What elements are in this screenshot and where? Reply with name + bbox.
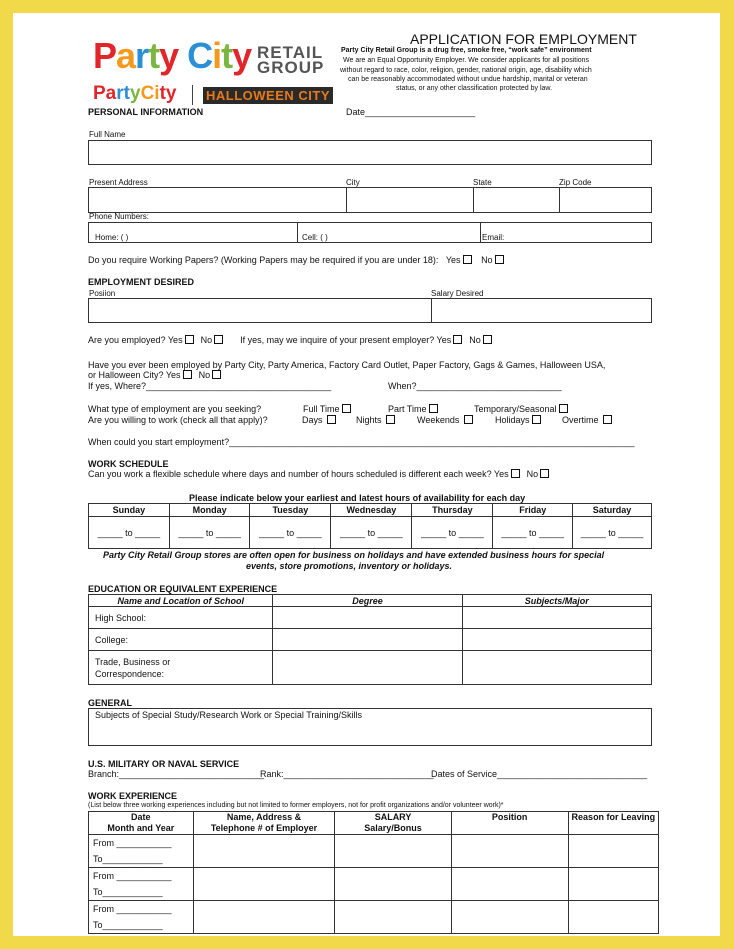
previously-employed-line2	[88, 370, 223, 380]
rank-field[interactable]: Rank:______________________________	[260, 769, 434, 779]
education-table	[88, 594, 652, 685]
salary-input[interactable]	[431, 299, 652, 322]
present-address-label: Present Address	[89, 178, 148, 187]
days-label: Days	[302, 415, 323, 425]
work-row-1-to: To____________	[93, 854, 163, 864]
working-papers-question	[88, 255, 506, 265]
full-name-label: Full Name	[89, 130, 126, 139]
day-header-sunday: Sunday	[89, 504, 170, 517]
temporary-label: Temporary/Seasonal	[474, 404, 557, 414]
day-header-wednesday: Wednesday	[331, 504, 412, 517]
work-row-1-dates[interactable]	[89, 835, 194, 868]
work-row-1-employer[interactable]	[193, 835, 335, 868]
zip-label: Zip Code	[559, 178, 592, 187]
email-input[interactable]	[480, 223, 652, 242]
work-row-3-employer[interactable]	[193, 901, 335, 934]
working-papers-yes-checkbox[interactable]	[463, 255, 472, 264]
degree-column-header: Degree	[273, 595, 462, 607]
party-city-logo: Party City	[93, 35, 252, 76]
high-school-degree-cell[interactable]	[273, 607, 462, 629]
work-experience-heading: WORK EXPERIENCE	[88, 791, 178, 801]
where-field[interactable]: If yes, Where?_____________________________________	[88, 381, 332, 391]
flexible-schedule-text: Can you work a flexible schedule where days and number of hours scheduled is different each week? Yes	[88, 469, 509, 479]
holidays-label: Holidays	[495, 415, 530, 425]
work-row-3-to: To____________	[93, 920, 163, 930]
day-header-friday: Friday	[493, 504, 573, 517]
salary-header-line1: SALARY	[374, 812, 412, 822]
nights-option	[356, 415, 397, 425]
work-row-2-dates[interactable]	[89, 868, 194, 901]
city-input[interactable]	[346, 188, 474, 212]
college-label[interactable]	[89, 629, 273, 651]
part-time-label: Part Time	[388, 404, 427, 414]
work-row-1-from: From ___________	[93, 838, 172, 848]
working-papers-no-label: No	[481, 255, 493, 265]
hours-tuesday[interactable]: _____ to _____	[250, 517, 331, 549]
trade-text-line2: Correspondence:	[95, 668, 165, 679]
retail-group-line2: GROUP	[257, 58, 325, 77]
employment-type-text: What type of employment are you seeking?	[88, 404, 262, 414]
high-school-subjects-cell[interactable]	[462, 607, 651, 629]
employed-no-checkbox[interactable]	[214, 335, 223, 344]
inquire-text: If yes, may we inquire of your present employer? Yes	[240, 335, 452, 345]
overtime-option	[562, 415, 614, 425]
college-row	[89, 629, 652, 651]
hours-monday[interactable]: _____ to _____	[169, 517, 250, 549]
salary-column-header	[335, 812, 451, 835]
salary-desired-label: Salary Desired	[431, 289, 484, 298]
work-row-1-position[interactable]	[451, 835, 568, 868]
employment-type-question	[88, 404, 261, 414]
work-schedule-heading: WORK SCHEDULE	[88, 459, 169, 469]
cell-phone-label: Cell: ( )	[302, 233, 328, 242]
college-subjects-cell[interactable]	[462, 629, 651, 651]
retail-group-line1: RETAIL	[257, 43, 324, 62]
availability-header-row	[89, 504, 652, 517]
hours-friday[interactable]: _____ to _____	[493, 517, 573, 549]
header-line-2: We are an Equal Opportunity Employer. We consider applicants for all positions	[343, 57, 590, 64]
holiday-note-line2: events, store promotions, inventory or holidays.	[246, 561, 453, 571]
inquire-no-checkbox[interactable]	[483, 335, 492, 344]
position-input[interactable]	[89, 299, 432, 322]
inquire-yes-checkbox[interactable]	[453, 335, 462, 344]
availability-title: Please indicate below your earliest and latest hours of availability for each day	[189, 493, 526, 503]
employed-question	[88, 335, 494, 345]
work-row-1-salary[interactable]	[335, 835, 451, 868]
trade-degree-cell[interactable]	[273, 651, 462, 685]
salary-header-line2: Salary/Bonus	[364, 823, 422, 833]
email-label: Email:	[482, 233, 505, 242]
holidays-checkbox[interactable]	[532, 415, 541, 424]
work-experience-note: (List below three working experiences including but not limited to former employers, not for profit organizations and/or volunteer work)*	[88, 802, 504, 809]
date-header-line1: Date	[131, 812, 151, 822]
previously-employed-yes-checkbox[interactable]	[183, 370, 192, 379]
hours-wednesday[interactable]: _____ to _____	[331, 517, 412, 549]
special-training-label: Subjects of Special Study/Research Work or Special Training/Skills	[95, 710, 362, 720]
availability-hours-row	[89, 517, 652, 549]
work-row-2-position[interactable]	[451, 868, 568, 901]
temporary-checkbox[interactable]	[559, 404, 568, 413]
date-column-header	[89, 812, 194, 835]
previously-employed-no-label: No	[198, 370, 211, 380]
trade-text-line1: Trade, Business or	[95, 656, 171, 667]
header-line-3: without regard to race, color, religion, gender, national origin, age, disability which	[340, 67, 592, 74]
days-checkbox[interactable]	[327, 415, 336, 424]
date-field[interactable]: Date______________________	[346, 107, 476, 117]
general-heading: GENERAL	[88, 698, 133, 708]
previously-employed-line1: Have you ever been employed by Party City, Party America, Factory Card Outlet, Paper Factory, Gags & Games, Halloween USA,	[88, 360, 606, 370]
flexible-no-label: No	[526, 469, 539, 479]
branch-field[interactable]: Branch:_____________________________	[88, 769, 265, 779]
zip-input[interactable]	[559, 188, 652, 212]
overtime-checkbox[interactable]	[603, 415, 612, 424]
inquire-no-label: No	[469, 335, 481, 345]
work-row-1	[89, 835, 659, 868]
weekends-label: Weekends	[417, 415, 460, 425]
working-papers-yes-label: Yes	[445, 255, 461, 265]
college-degree-cell[interactable]	[273, 629, 462, 651]
when-field[interactable]: When?_____________________________	[388, 381, 562, 391]
military-heading: U.S. MILITARY OR NAVAL SERVICE	[88, 759, 240, 769]
state-label: State	[473, 178, 492, 187]
subjects-column-header: Subjects/Major	[462, 595, 651, 607]
halloween-city-logo: HALLOWEEN CITY	[203, 87, 333, 104]
holiday-note-line1: Party City Retail Group stores are often open for business on holidays and have extended business hours for special	[103, 550, 605, 560]
trade-row	[89, 651, 652, 685]
day-header-saturday: Saturday	[573, 504, 652, 517]
part-time-checkbox[interactable]	[429, 404, 438, 413]
employed-yes-checkbox[interactable]	[185, 335, 194, 344]
personal-info-heading: PERSONAL INFORMATION	[88, 107, 204, 117]
hours-saturday[interactable]: _____ to _____	[573, 517, 652, 549]
hours-thursday[interactable]: _____ to _____	[412, 517, 493, 549]
part-time-option	[388, 404, 440, 414]
education-heading: EDUCATION OR EQUIVALENT EXPERIENCE	[88, 584, 278, 594]
position-salary-row	[88, 298, 652, 323]
work-row-2-reason[interactable]	[568, 868, 658, 901]
college-text: College:	[95, 634, 129, 645]
position-label: Posiion	[89, 289, 116, 298]
header-line-4: can be reasonably accommodated without undue hardship, marital or veteran	[348, 76, 588, 83]
header-line-1: Party City Retail Group is a drug free, smoke free, “work safe” environment	[341, 47, 592, 54]
work-experience-table	[88, 811, 659, 934]
day-header-tuesday: Tuesday	[250, 504, 331, 517]
high-school-label[interactable]	[89, 607, 273, 629]
header-line-5: status, or any other classification protected by law.	[396, 85, 553, 92]
availability-table	[88, 503, 652, 549]
employment-desired-heading: EMPLOYMENT DESIRED	[88, 277, 195, 287]
previously-employed-no-checkbox[interactable]	[212, 370, 221, 379]
trade-label[interactable]	[89, 651, 273, 685]
logo-divider	[192, 85, 193, 105]
start-date-field[interactable]: When could you start employment?_________________________________________________________________________________	[88, 437, 635, 447]
day-header-monday: Monday	[169, 504, 250, 517]
holidays-option	[495, 415, 543, 425]
work-row-1-reason[interactable]	[568, 835, 658, 868]
work-row-2-to: To____________	[93, 887, 163, 897]
address-input[interactable]	[89, 188, 347, 212]
work-row-2	[89, 868, 659, 901]
full-time-label: Full Time	[303, 404, 340, 414]
special-training-input[interactable]	[88, 708, 652, 746]
weekends-option	[417, 415, 475, 425]
trade-subjects-cell[interactable]	[462, 651, 651, 685]
position-column-header: Position	[451, 812, 568, 835]
temporary-option	[474, 404, 570, 414]
overtime-label: Overtime	[562, 415, 599, 425]
employer-header-line1: Name, Address &	[226, 812, 302, 822]
working-papers-text: Do you require Working Papers? (Working Papers may be required if you are under 18):	[88, 255, 439, 265]
high-school-row	[89, 607, 652, 629]
full-time-option	[303, 404, 353, 414]
work-row-2-from: From ___________	[93, 871, 172, 881]
work-row-3-position[interactable]	[451, 901, 568, 934]
work-row-2-employer[interactable]	[193, 868, 335, 901]
phone-numbers-label: Phone Numbers:	[89, 212, 150, 221]
full-time-checkbox[interactable]	[342, 404, 351, 413]
dates-of-service-field[interactable]: Dates of Service______________________________	[431, 769, 648, 779]
employed-text: Are you employed? Yes	[88, 335, 183, 345]
employed-no-label: No	[200, 335, 213, 345]
flexible-no-checkbox[interactable]	[540, 469, 549, 478]
employer-header-line2: Telephone # of Employer	[210, 823, 318, 833]
page-title: APPLICATION FOR EMPLOYMENT	[410, 31, 637, 47]
school-column-header: Name and Location of School	[89, 595, 273, 607]
previously-employed-text: or Halloween City? Yes	[88, 370, 181, 380]
phone-row	[88, 222, 652, 243]
work-row-3-dates[interactable]	[89, 901, 194, 934]
working-papers-no-checkbox[interactable]	[495, 255, 504, 264]
reason-column-header: Reason for Leaving	[568, 812, 658, 835]
hours-sunday[interactable]: _____ to _____	[89, 517, 170, 549]
city-label: City	[346, 178, 360, 187]
work-row-2-salary[interactable]	[335, 868, 451, 901]
date-header-line2: Month and Year	[107, 823, 175, 833]
state-input[interactable]	[473, 188, 560, 212]
work-row-3-from: From ___________	[93, 904, 172, 914]
party-city-small-logo: PartyCity	[93, 83, 177, 104]
work-row-3-salary[interactable]	[335, 901, 451, 934]
work-header-row	[89, 812, 659, 835]
flexible-schedule-question	[88, 469, 551, 479]
day-header-thursday: Thursday	[412, 504, 493, 517]
willing-question: Are you willing to work (check all that apply)?	[88, 415, 268, 425]
full-name-input[interactable]	[88, 140, 652, 165]
work-row-3	[89, 901, 659, 934]
application-page	[13, 13, 720, 936]
days-option	[302, 415, 338, 425]
nights-label: Nights	[356, 415, 382, 425]
address-row	[88, 187, 652, 213]
flexible-yes-checkbox[interactable]	[511, 469, 520, 478]
home-phone-label: Home: ( )	[95, 233, 129, 242]
work-row-3-reason[interactable]	[568, 901, 658, 934]
employer-column-header	[193, 812, 335, 835]
weekends-checkbox[interactable]	[464, 415, 473, 424]
high-school-text: High School:	[95, 612, 147, 623]
education-header-row	[89, 595, 652, 607]
nights-checkbox[interactable]	[386, 415, 395, 424]
